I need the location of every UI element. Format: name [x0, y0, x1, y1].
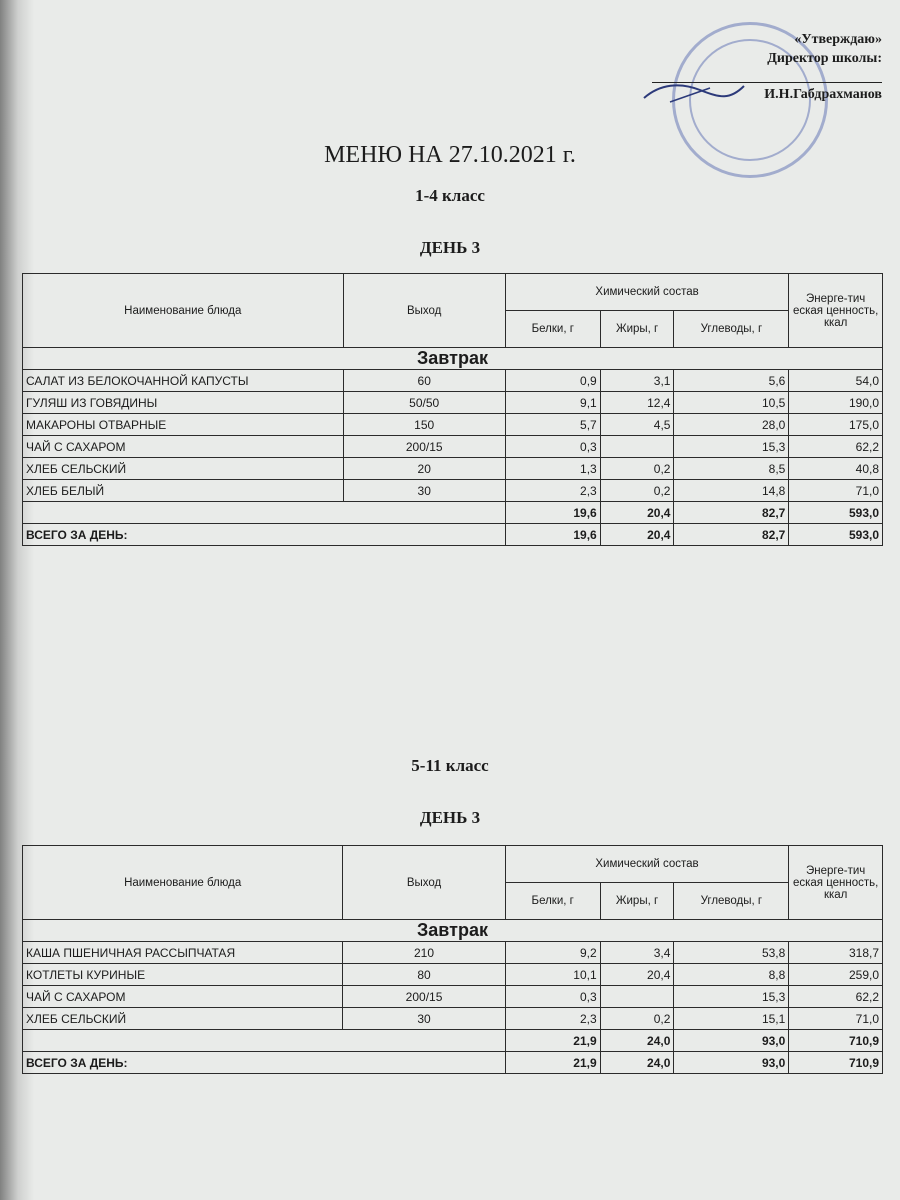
dish-energy: 71,0 — [789, 480, 883, 502]
header-protein: Белки, г — [505, 311, 600, 348]
dish-protein: 9,2 — [505, 942, 600, 964]
subtotal-fat: 24,0 — [600, 1030, 674, 1052]
dish-fat: 20,4 — [600, 964, 674, 986]
dish-name: САЛАТ ИЗ БЕЛОКОЧАННОЙ КАПУСТЫ — [23, 370, 344, 392]
approval-heading: «Утверждаю» — [794, 32, 882, 47]
header-output: Выход — [343, 274, 505, 348]
menu-table-2 — [22, 845, 883, 1074]
dish-energy: 54,0 — [789, 370, 883, 392]
dish-name: МАКАРОНЫ ОТВАРНЫЕ — [23, 414, 344, 436]
dish-fat: 0,2 — [600, 1008, 674, 1030]
dish-output: 200/15 — [343, 436, 505, 458]
dish-protein: 0,9 — [505, 370, 600, 392]
dish-carbs: 14,8 — [674, 480, 789, 502]
dish-output: 30 — [343, 1008, 505, 1030]
subtotal-protein: 21,9 — [505, 1030, 600, 1052]
dish-name: КАША ПШЕНИЧНАЯ РАССЫПЧАТАЯ — [23, 942, 343, 964]
dish-energy: 190,0 — [789, 392, 883, 414]
header-energy: Энерге-тич еская ценность, ккал — [789, 274, 883, 348]
subtotal-row — [23, 502, 883, 524]
dish-energy: 40,8 — [789, 458, 883, 480]
total-carbs: 82,7 — [674, 524, 789, 546]
dish-name: ХЛЕБ СЕЛЬСКИЙ — [23, 458, 344, 480]
subtotal-carbs: 93,0 — [674, 1030, 789, 1052]
meal-label: Завтрак — [23, 920, 883, 942]
subtotal-energy: 593,0 — [789, 502, 883, 524]
total-fat: 20,4 — [600, 524, 674, 546]
approval-block — [652, 30, 882, 104]
dish-carbs: 8,5 — [674, 458, 789, 480]
signature-line — [652, 74, 882, 83]
total-protein: 19,6 — [505, 524, 600, 546]
day-total-row — [23, 524, 883, 546]
table-row — [23, 1008, 883, 1030]
dish-protein: 2,3 — [505, 1008, 600, 1030]
dish-output: 200/15 — [343, 986, 505, 1008]
dish-output: 80 — [343, 964, 505, 986]
header-name: Наименование блюда — [23, 274, 344, 348]
table-row — [23, 986, 883, 1008]
meal-label: Завтрак — [23, 348, 883, 370]
approval-name: И.Н.Габдрахманов — [764, 87, 882, 102]
dish-fat — [600, 436, 674, 458]
header-carbs: Углеводы, г — [674, 311, 789, 348]
dish-name: КОТЛЕТЫ КУРИНЫЕ — [23, 964, 343, 986]
table-row — [23, 392, 883, 414]
total-energy: 710,9 — [789, 1052, 883, 1074]
dish-name: ЧАЙ С САХАРОМ — [23, 986, 343, 1008]
dish-protein: 5,7 — [505, 414, 600, 436]
dish-energy: 71,0 — [789, 1008, 883, 1030]
total-protein: 21,9 — [505, 1052, 600, 1074]
dish-fat: 0,2 — [600, 458, 674, 480]
header-energy: Энерге-тич еская ценность, ккал — [789, 846, 883, 920]
day-label-1: ДЕНЬ 3 — [419, 238, 481, 257]
dish-energy: 62,2 — [789, 986, 883, 1008]
dish-fat: 3,4 — [600, 942, 674, 964]
header-fat: Жиры, г — [600, 883, 674, 920]
subtotal-row — [23, 1030, 883, 1052]
dish-energy: 318,7 — [789, 942, 883, 964]
dish-fat: 4,5 — [600, 414, 674, 436]
subtotal-carbs: 82,7 — [674, 502, 789, 524]
dish-name: ЧАЙ С САХАРОМ — [23, 436, 344, 458]
day-total-label: ВСЕГО ЗА ДЕНЬ: — [23, 1052, 506, 1074]
header-fat: Жиры, г — [600, 311, 674, 348]
class-label-2: 5-11 класс — [411, 756, 489, 775]
dish-protein: 2,3 — [505, 480, 600, 502]
dish-output: 30 — [343, 480, 505, 502]
subtotal-fat: 20,4 — [600, 502, 674, 524]
table-row — [23, 964, 883, 986]
dish-output: 150 — [343, 414, 505, 436]
dish-carbs: 5,6 — [674, 370, 789, 392]
dish-fat: 3,1 — [600, 370, 674, 392]
dish-protein: 10,1 — [505, 964, 600, 986]
dish-energy: 259,0 — [789, 964, 883, 986]
header-chem: Химический состав — [505, 846, 789, 883]
dish-name: ГУЛЯШ ИЗ ГОВЯДИНЫ — [23, 392, 344, 414]
table-row — [23, 370, 883, 392]
day-label-2: ДЕНЬ 3 — [419, 808, 481, 827]
dish-name: ХЛЕБ СЕЛЬСКИЙ — [23, 1008, 343, 1030]
dish-energy: 62,2 — [789, 436, 883, 458]
dish-protein: 0,3 — [505, 436, 600, 458]
dish-carbs: 10,5 — [674, 392, 789, 414]
dish-output: 210 — [343, 942, 505, 964]
dish-fat — [600, 986, 674, 1008]
dish-fat: 0,2 — [600, 480, 674, 502]
day-total-label: ВСЕГО ЗА ДЕНЬ: — [23, 524, 506, 546]
dish-fat: 12,4 — [600, 392, 674, 414]
table-row — [23, 414, 883, 436]
page-title: МЕНЮ НА 27.10.2021 г. — [324, 142, 576, 168]
table-row — [23, 458, 883, 480]
total-carbs: 93,0 — [674, 1052, 789, 1074]
subtotal-energy: 710,9 — [789, 1030, 883, 1052]
dish-energy: 175,0 — [789, 414, 883, 436]
total-fat: 24,0 — [600, 1052, 674, 1074]
table-row — [23, 436, 883, 458]
dish-protein: 0,3 — [505, 986, 600, 1008]
dish-protein: 1,3 — [505, 458, 600, 480]
subtotal-protein: 19,6 — [505, 502, 600, 524]
dish-protein: 9,1 — [505, 392, 600, 414]
dish-output: 20 — [343, 458, 505, 480]
dish-carbs: 8,8 — [674, 964, 789, 986]
total-energy: 593,0 — [789, 524, 883, 546]
header-carbs: Углеводы, г — [674, 883, 789, 920]
dish-output: 60 — [343, 370, 505, 392]
dish-carbs: 15,3 — [674, 986, 789, 1008]
header-name: Наименование блюда — [23, 846, 343, 920]
header-output: Выход — [343, 846, 505, 920]
header-chem: Химический состав — [505, 274, 788, 311]
day-total-row — [23, 1052, 883, 1074]
dish-carbs: 15,3 — [674, 436, 789, 458]
table-row — [23, 942, 883, 964]
class-label-1: 1-4 класс — [415, 186, 485, 205]
header-protein: Белки, г — [505, 883, 600, 920]
dish-carbs: 53,8 — [674, 942, 789, 964]
approval-position: Директор школы: — [767, 51, 882, 66]
dish-carbs: 15,1 — [674, 1008, 789, 1030]
dish-carbs: 28,0 — [674, 414, 789, 436]
table-row — [23, 480, 883, 502]
dish-output: 50/50 — [343, 392, 505, 414]
dish-name: ХЛЕБ БЕЛЫЙ — [23, 480, 344, 502]
menu-table-1 — [22, 273, 883, 546]
